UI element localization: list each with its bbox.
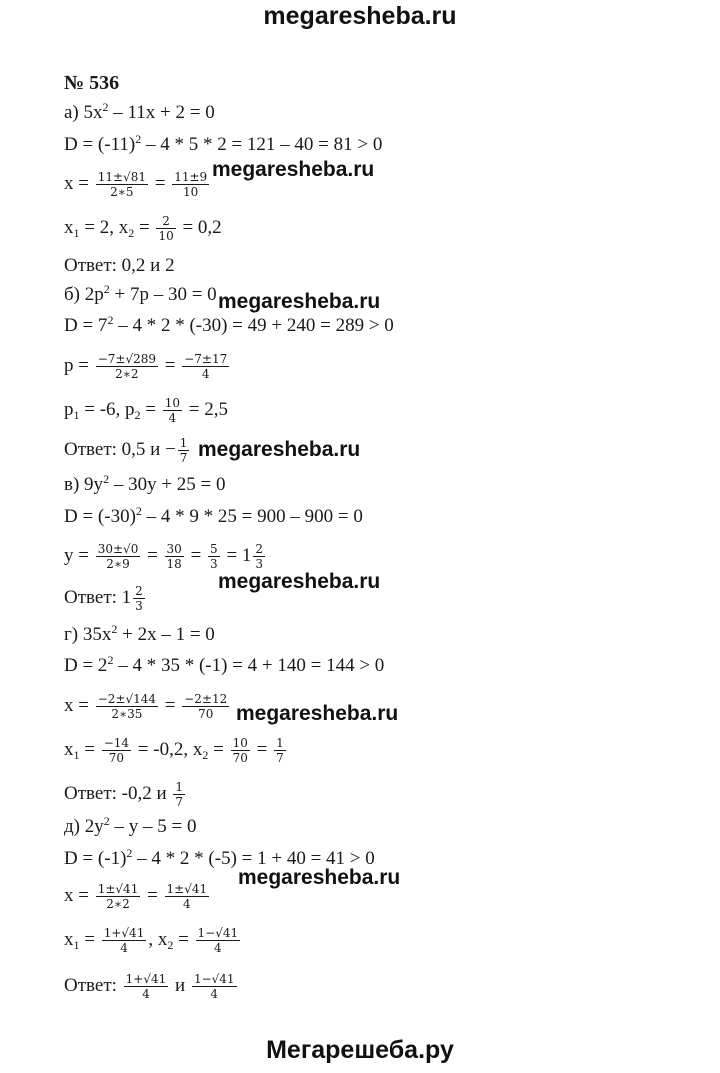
roots-g: $x_1$ = $\frac{-14}{70}$ = -0,2, $x_2$ = $\frac{10}{70}$ = $\frac{1}{7}$: [64, 736, 284, 765]
watermark: megaresheba.ru: [238, 866, 401, 889]
fraction: $\frac{2}{10}$: [158, 214, 174, 243]
discriminant-g: $D = 2^2 - 4 * 35 * (-1) = 4 + 140 = 144 > 0$: [64, 653, 385, 676]
fraction: $\frac{1-√41}{4}$: [193, 972, 235, 1001]
fraction: $\frac{11\pm 9}{10}$: [174, 170, 208, 199]
discriminant-b: $D = 7^2 - 4 * 2 * (-30) = 49 + 240 = 289 > 0$: [64, 313, 394, 336]
equation-v: в) $9y^2 - 30y + 25 = 0$: [64, 472, 226, 495]
answer-v: Ответ: 1 $\frac{2}{3}$: [64, 584, 143, 613]
roots-formula-b: p = $\frac{-7\pm√289}{2∗2}$ = $\frac{-7\pm 17}{4}$: [64, 352, 228, 381]
roots-formula-g: x = $\frac{-2\pm√144}{2∗35}$ = $\frac{-2\pm 12}{70}$: [64, 692, 228, 721]
fraction: $\frac{2}{3}$: [135, 584, 143, 613]
fraction: $\frac{2}{3}$: [255, 542, 264, 571]
roots-d: $x_1$ = $\frac{1+√41}{4}$ , $x_2$ = $\frac{1-√41}{4}$: [64, 926, 239, 955]
watermark: megaresheba.ru: [198, 438, 361, 461]
watermark: megaresheba.ru: [236, 702, 399, 725]
fraction: $\frac{1}{7}$: [175, 780, 184, 809]
equation-a: а) $5x^2 - 11x + 2 = 0$: [64, 100, 215, 123]
fraction: $\frac{1+√41}{4}$: [103, 926, 145, 955]
fraction: $\frac{11\pm√81}{2∗5}$: [97, 170, 146, 199]
fraction: $\frac{5}{3}$: [210, 542, 218, 571]
watermark: megaresheba.ru: [218, 570, 381, 593]
equation-d: д) $2y^2 - y - 5 = 0$: [64, 814, 197, 837]
fraction: $\frac{1-√41}{4}$: [197, 926, 239, 955]
watermark: megaresheba.ru: [212, 158, 375, 181]
site-header[interactable]: megaresheba.ru: [263, 2, 457, 30]
fraction: $\frac{10}{70}$: [232, 736, 248, 765]
fraction: $\frac{-2\pm√144}{2∗35}$: [97, 692, 157, 721]
answer-g: Ответ: -0,2 и $\frac{1}{7}$: [64, 780, 184, 809]
fraction: $\frac{-7\pm 17}{4}$: [184, 352, 228, 381]
discriminant-v: $D = (-30)^2 - 4 * 9 * 25 = 900 - 900 = 0$: [64, 504, 363, 527]
site-footer[interactable]: Мегарешеба.ру: [266, 1036, 454, 1064]
fraction: $\frac{-2\pm 12}{70}$: [184, 692, 228, 721]
answer-b: Ответ: 0,5 и − $\frac{1}{7}$: [64, 436, 188, 465]
roots-formula-a: x = $\frac{11\pm√81}{2∗5}$ = $\frac{11\pm 9}{10}$: [64, 170, 208, 199]
roots-formula-v: y = $\frac{30\pm√0}{2∗9}$ = $\frac{30}{18}$ = $\frac{5}{3}$ = 1 $\frac{2}{3}$: [64, 542, 264, 571]
fraction: $\frac{1+√41}{4}$: [125, 972, 167, 1001]
roots-a: $x_1 = 2$, $x_2$ = $\frac{2}{10}$ = 0,2: [64, 214, 222, 243]
fraction: $\frac{1}{7}$: [276, 736, 284, 765]
discriminant-a: $D = (-11)^2 - 4 * 5 * 2 = 121 - 40 = 81 > 0$: [64, 132, 383, 155]
fraction: $\frac{-7\pm√289}{2∗2}$: [97, 352, 157, 381]
answer-d: Ответ: $\frac{1+√41}{4}$ и $\frac{1-√41}{4}$: [64, 972, 235, 1001]
discriminant-d: $D = (-1)^2 - 4 * 2 * (-5) = 1 + 40 = 41 > 0$: [64, 846, 375, 869]
fraction: $\frac{1\pm√41}{4}$: [166, 882, 208, 911]
fraction: $\frac{10}{4}$: [164, 396, 181, 425]
equation-g: г) $35x^2 + 2x - 1 = 0$: [64, 622, 215, 645]
fraction: $\frac{1\pm√41}{2∗2}$: [97, 882, 139, 911]
watermark: megaresheba.ru: [218, 290, 381, 313]
fraction: $\frac{1}{7}$: [179, 436, 188, 465]
fraction: $\frac{30\pm√0}{2∗9}$: [97, 542, 139, 571]
fraction: $\frac{30}{18}$: [166, 542, 182, 571]
answer-a: Ответ: 0,2 и 2: [64, 255, 175, 276]
roots-formula-d: x = $\frac{1\pm√41}{2∗2}$ = $\frac{1\pm√41}{4}$: [64, 882, 208, 911]
fraction: $\frac{-14}{70}$: [103, 736, 130, 765]
task-number: № 536: [64, 72, 120, 94]
equation-b: б) $2p^2 + 7p - 30 = 0$: [64, 282, 217, 305]
roots-b: $p_1 = -6$, $p_2$ = $\frac{10}{4}$ = 2,5: [64, 396, 229, 425]
